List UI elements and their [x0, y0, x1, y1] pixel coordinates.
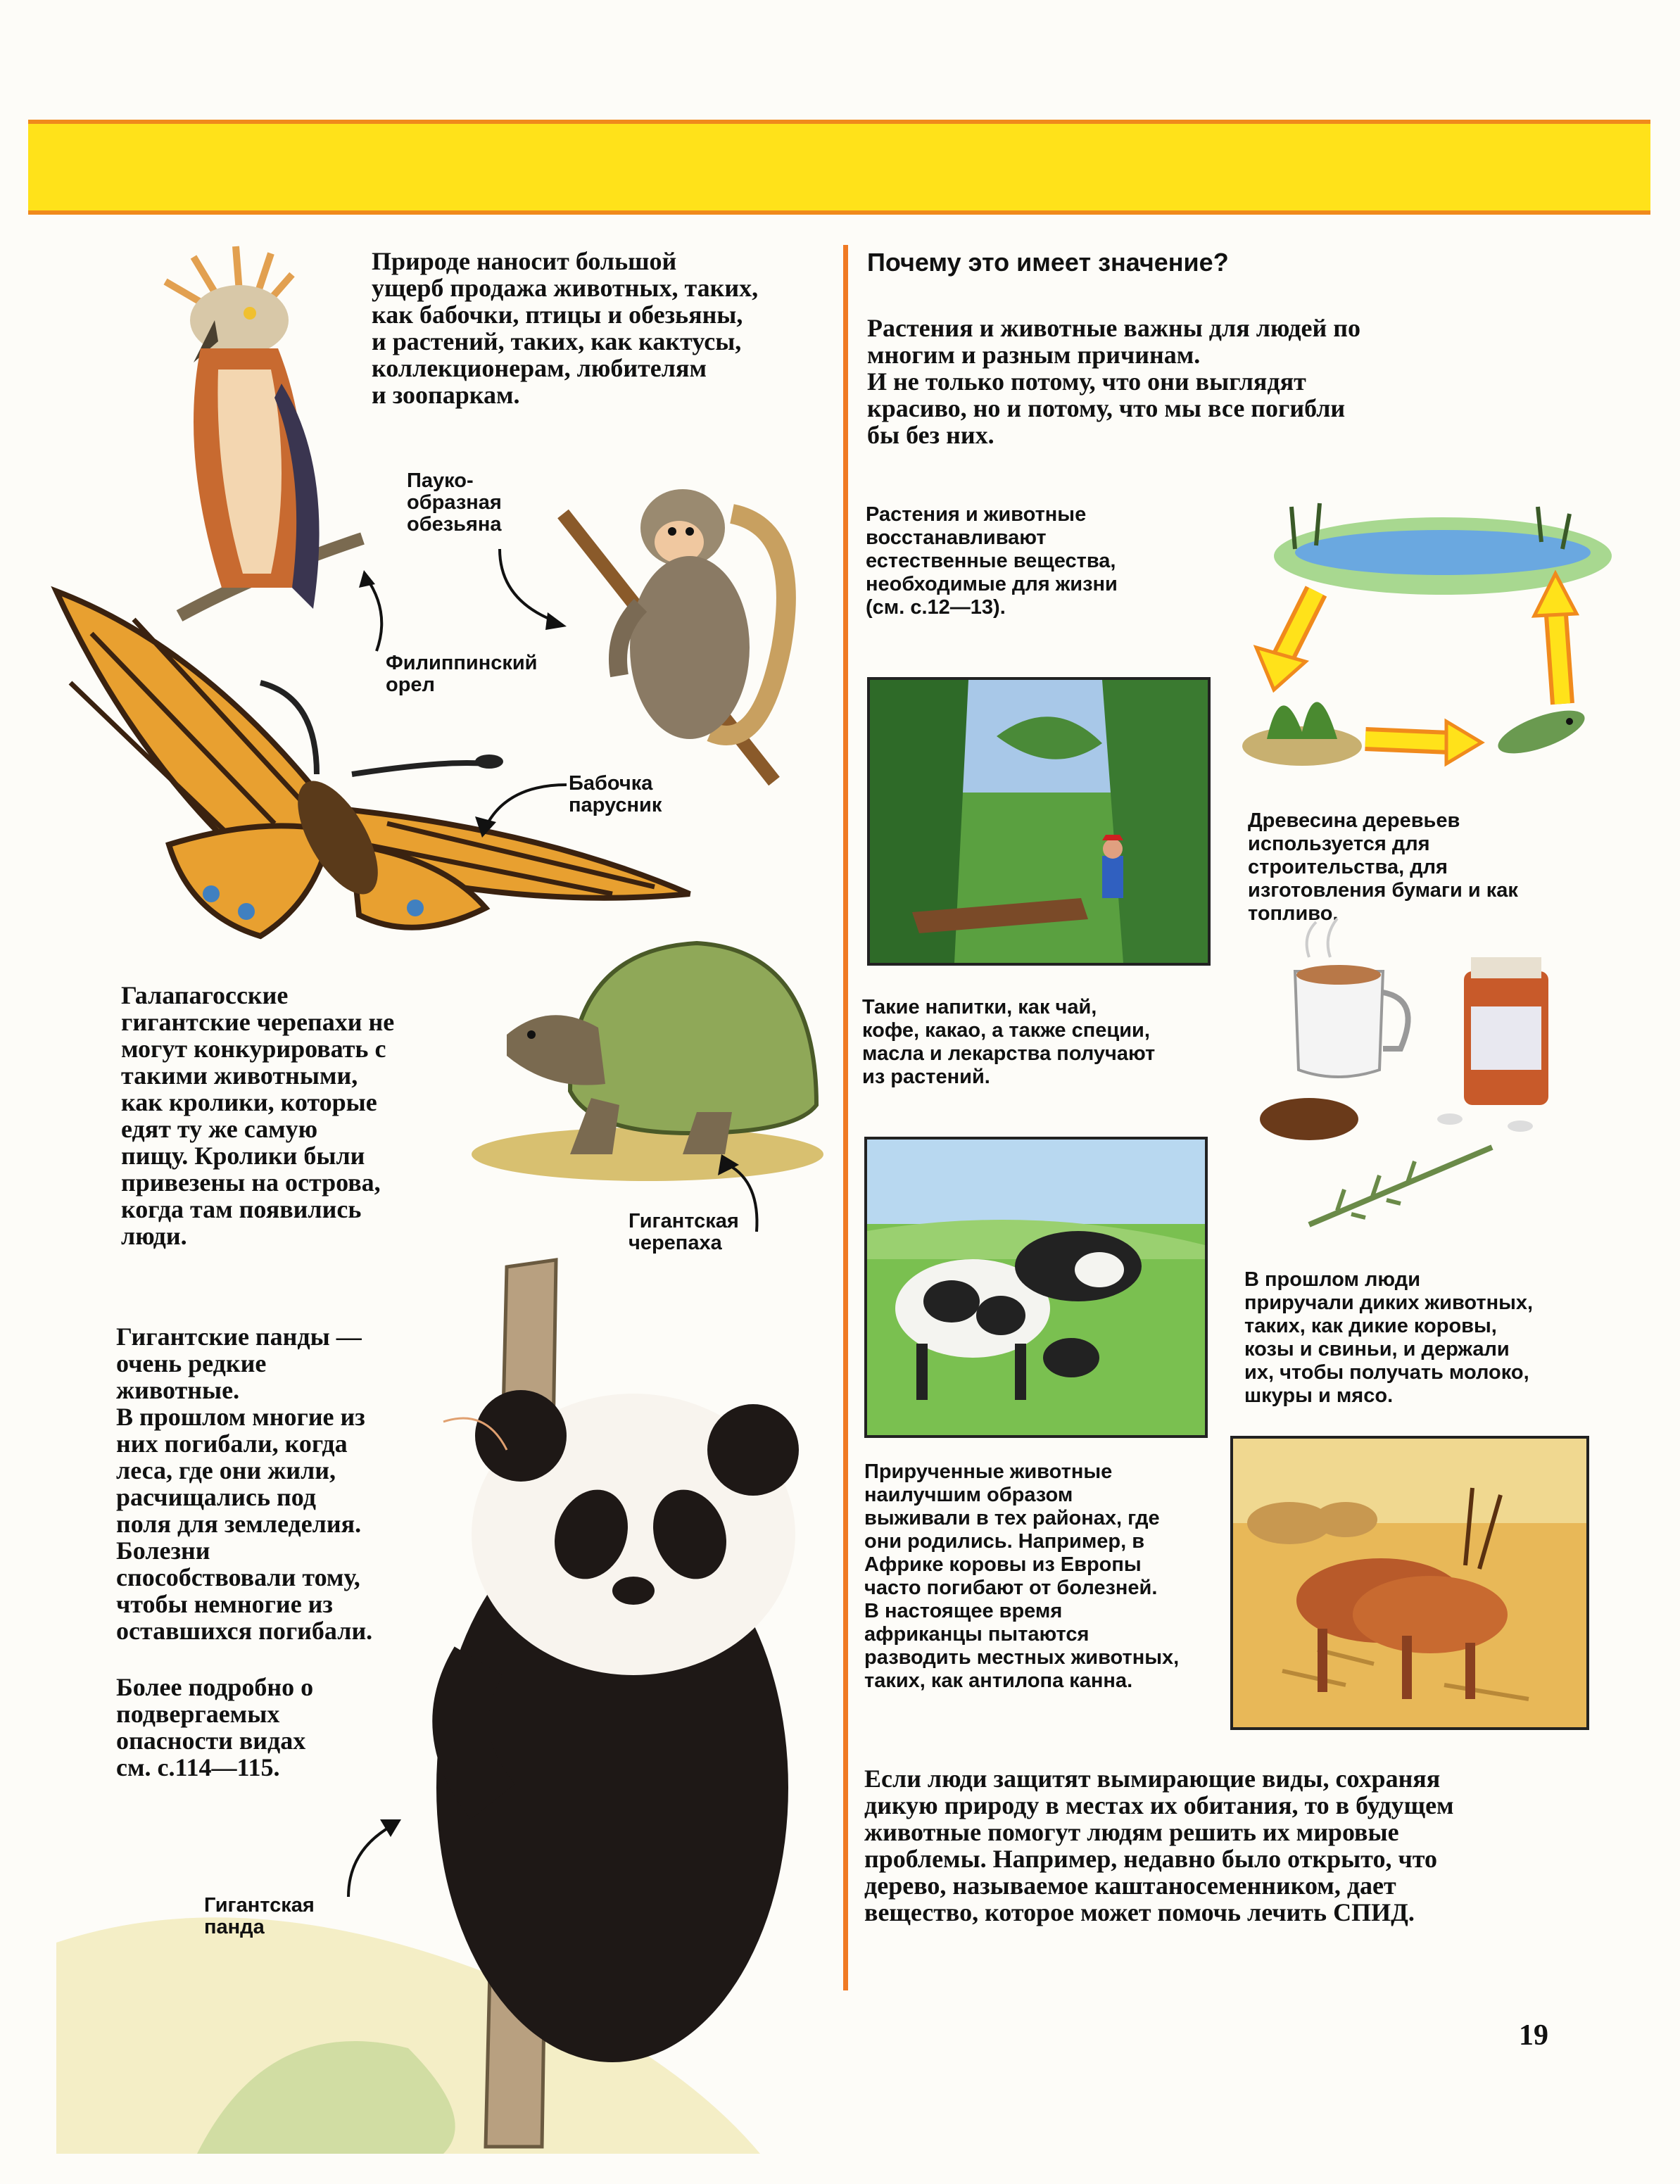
spider-monkey-label: Пауко- образная обезьяна — [407, 469, 502, 536]
timber-text: Древесина деревьев используется для строительства, для изготовления бумаги и как топливо. — [1248, 809, 1518, 925]
section-heading: Почему это имеет значение? — [867, 248, 1229, 277]
panda-label: Гигантская панда — [204, 1894, 315, 1938]
right-intro-text: Растения и животные важны для людей по многим и разным причинам. И не только потому, что они выглядят красиво, но и потому, что мы все погибли бы без них. — [867, 314, 1361, 449]
panda-text: Гигантские панды — очень редкие животные. В прошлом многие из них погибали, когда леса, где они жили, расчищались под поля для земледелия. Болезни способствовали тому, чтобы немногие из оставшихся погибали. — [116, 1323, 373, 1645]
butterfly-pointer-arrow — [472, 774, 570, 838]
nature-cycle-diagram — [1225, 493, 1619, 774]
eland-text: Прирученные животные наилучшим образом выживали в тех районах, где они родились. Например, в Африке коровы из Европы часто погибают от болезней. В настоящее время африканцы пытаются разводить местных животных, таких, как антилопа канна. — [864, 1460, 1180, 1692]
nature-cycle-text: Растения и животные восстанавливают естественные вещества, необходимые для жизни (см. с.12—13). — [866, 503, 1118, 619]
domestication-text: В прошлом люди приручали диких животных, таких, как дикие коровы, козы и свиньи, и держали их, чтобы получать молоко, шкуры и мясо. — [1244, 1268, 1534, 1407]
eland-antelope-picture — [1230, 1436, 1589, 1730]
more-info-text: Более подробно о подвергаемых опасности видах см. с.114—115. — [116, 1673, 314, 1781]
intro-text: Природе наносит большой ущерб продажа животных, таких, как бабочки, птицы и обезьяны, и растений, таких, как кактусы, коллекционерам, любителям и зоопаркам. — [372, 247, 759, 409]
tortoise-label: Гигантская черепаха — [629, 1210, 739, 1254]
tortoise-text: Галапагосские гигантские черепахи не могут конкурировать с такими животными, как кролики, которые едят ту же самую пищу. Кролики были привезены на острова, когда там появились люди. — [121, 981, 395, 1250]
header-banner — [28, 120, 1650, 215]
page-number: 19 — [1519, 2019, 1548, 2052]
giant-panda-illustration — [56, 1239, 830, 2154]
plant-products-text: Такие напитки, как чай, кофе, какао, а также специи, масла и лекарства получают из растений. — [862, 996, 1156, 1088]
grazing-cows-picture — [864, 1137, 1208, 1438]
forest-woodcutter-picture — [867, 677, 1211, 966]
butterfly-label: Бабочка парусник — [569, 772, 662, 816]
column-divider — [843, 245, 848, 1990]
giant-tortoise-illustration — [465, 929, 830, 1182]
panda-pointer-arrow — [341, 1816, 405, 1900]
swallowtail-butterfly-illustration — [49, 577, 697, 957]
tortoise-pointer-arrow — [718, 1154, 767, 1235]
eagle-label: Филиппинский орел — [386, 652, 538, 696]
plant-products-illustration — [1239, 908, 1633, 1246]
conclusion-text: Если люди защитят вымирающие виды, сохраняя дикую природу в местах их обитания, то в будущем животные помогут людям решить их мировые проблемы. Например, недавно было открыто, что дерево, называемое каштаносеменником, дает вещество, которое может помочь лечить СПИД. — [864, 1765, 1454, 1926]
